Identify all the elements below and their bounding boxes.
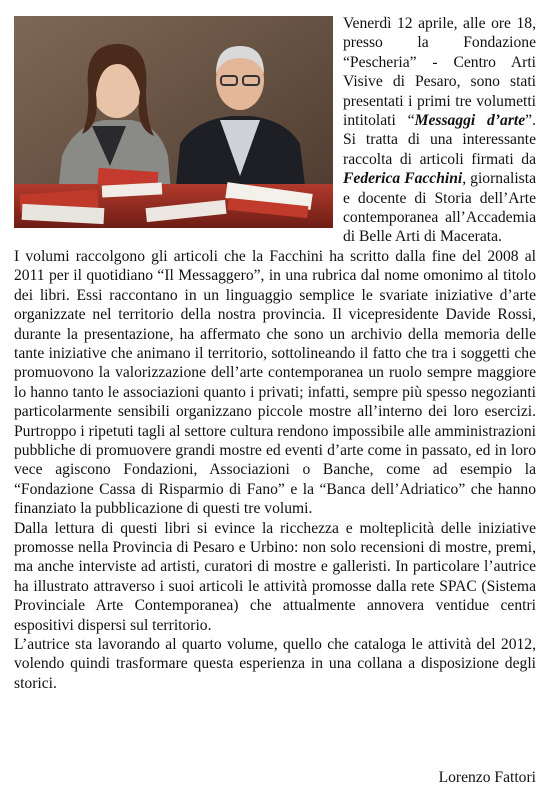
intro-text-middle: ”. Si tratta di una interessante raccolta di articoli firmati da bbox=[343, 112, 536, 168]
paragraph-fourth-volume: L’autrice sta lavorando al quarto volume, quello che cataloga le attività del 2012, volendo quindi trasformare questa esperienza in una collana a disposizione degli storici. bbox=[14, 636, 536, 692]
article-body bbox=[14, 14, 536, 693]
author-name: Federica Facchini bbox=[343, 170, 463, 188]
paragraph-volumes: I volumi raccolgono gli articoli che la Facchini ha scritto dalla fine del 2008 al 2011 per il quotidiano “Il Messaggero”, in una rubrica dal nome omonimo al titolo dei libri. Essi raccontano in un linguaggio semplice le svariate iniziative d’arte organizzate nel territorio della nostra provincia. Il vicepresidente Davide Rossi, durante la presentazione, ha affermato che sono un archivio della memoria delle tante iniziative che animano il territorio, sottolineando il fatto che tra i soggetti che promuovono la valorizzazione dell’arte contemporanea un ruolo sempre maggiore lo hanno tanto le associazioni quanto i privati; infatti, sempre più spesso negozianti particolarmente sensibili organizzano piccole mostre all’interno dei loro esercizi. Purtroppo i ripetuti tagli al settore cultura rendono impossibile alle amministrazioni pubbliche di promuovere grandi mostre ed eventi d’arte come in passato, ed in loro vece agiscono Fondazioni, Associazioni o Banche, come ad esempio la “Fondazione Cassa di Risparmio di Fano” e la “Banca dell’Adriatico” che hanno finanziato la pubblicazione di questi tre volumi. bbox=[14, 247, 536, 518]
intro-text-end: , giornalista e docente di Storia dell’Arte contemporanea all’Accademia di Belle Arti di Macerata. bbox=[343, 170, 537, 246]
intro-text-start: Venerdì 12 aprile, alle ore 18, presso la Fondazione “Pescheria” - Centro Arti Visive di Pesaro, sono stati presentati i primi tre volumetti intitolati “ bbox=[343, 15, 536, 130]
paragraph-reading: Dalla lettura di questi libri si evince la ricchezza e molteplicità delle iniziative promosse nella Provincia di Pesaro e Urbino: non solo recensioni di mostre, premi, ma anche interviste ad artisti, curatori di mostre e galleristi. In particolare l’autrice ha illustrato attraverso i suoi articoli le attività promosse dalla rete SPAC (Sistema Provinciale Arte Contemporanea) che attualmente annovera ventidue centri espositivi dispersi sul territorio. bbox=[14, 519, 536, 634]
signature: Lorenzo Fattori bbox=[438, 769, 536, 786]
book-title: Messaggi d’arte bbox=[414, 112, 526, 130]
presentation-photo bbox=[14, 16, 333, 228]
